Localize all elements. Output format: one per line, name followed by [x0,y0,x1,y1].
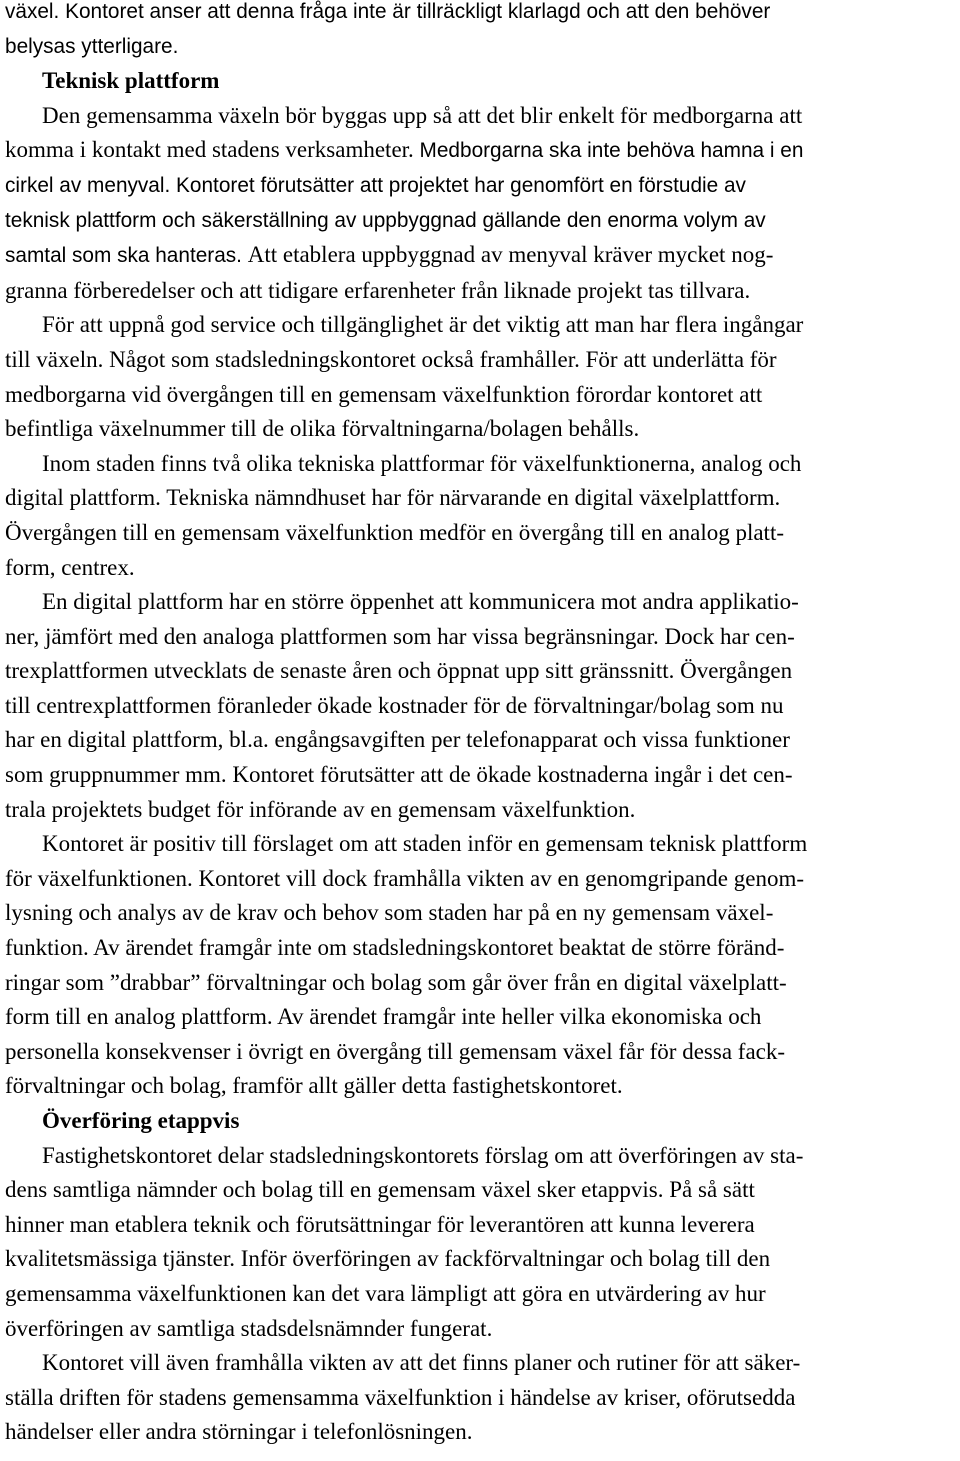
text-line-content: Teknisk plattform [42,68,220,94]
text-line [5,1312,950,1347]
text-line-content: befintliga växelnummer till de olika förvaltningarna/bolagen behålls. [5,416,640,442]
text-line [5,133,950,169]
text-line-content: trala projektets budget för införande av en gemensam växelfunktion. [5,796,636,822]
text-line-content: har en digital plattform, bl.a. engångsavgiften per telefonapparat och vissa funktioner [5,727,790,753]
text-line [5,343,950,378]
text-line [5,931,950,966]
text-line-suffix: Medborgarna ska inte behöva hamna i en [419,139,804,163]
text-line [5,1069,950,1104]
text-line [5,793,950,828]
text-line-content: kvalitetsmässiga tjänster. Inför överföringen av fackförvaltningar och bolag till den [5,1246,771,1272]
text-line-content: dens samtliga nämnder och bolag till en gemensam växel sker etappvis. På så sätt [5,1177,755,1203]
text-line [5,204,950,239]
text-line [5,966,950,1001]
text-line-content: komma i kontakt med stadens verksamheter. [5,137,420,163]
text-line-content: ner, jämfört med den analoga plattformen som har vissa begränsningar. Dock har cen- [5,623,795,649]
text-line [5,654,950,689]
text-line-content: ställa driften för stadens gemensamma växelfunktion i händelse av kriser, oförutsedda [5,1384,796,1410]
text-line [5,481,950,516]
text-line [5,862,950,897]
text-line-suffix: Att etablera uppbyggnad av menyval kräver mycket nog- [247,242,774,268]
text-line-content: Fastighetskontoret delar stadsledningskontorets förslag om att överföringen av sta- [42,1142,804,1168]
text-line-content: Inom staden finns två olika tekniska plattformar för växelfunktionerna, analog och [42,450,802,476]
text-line-content: överföringen av samtliga stadsdelsnämnder fungerat. [5,1315,493,1341]
text-line-content: händelser eller andra störningar i telefonlösningen. [5,1419,473,1445]
text-line [5,585,950,620]
text-line [5,1242,950,1277]
text-line [5,412,950,447]
text-line [5,0,950,30]
text-line [5,169,950,204]
text-line [5,1277,950,1312]
text-line [5,99,950,134]
text-line-content: funktion. Av ärendet framgår inte om stadsledningskontoret beaktat de större föränd- [5,935,785,961]
text-line [5,447,950,482]
text-line-content: Kontoret vill även framhålla vikten av att det finns planer och rutiner för att säker- [42,1350,801,1376]
text-line-content: samtal som ska hanteras. [5,244,248,268]
text-line-content: För att uppnå god service och tillgänglighet är det viktig att man har flera ingångar [42,312,804,338]
text-line [5,896,950,931]
text-line-content: Kontoret är positiv till förslaget om att staden inför en gemensam teknisk plattform [42,831,808,857]
text-line-content: form, centrex. [5,554,135,580]
text-line-content: växel. Kontoret anser att denna fråga inte är tillräckligt klarlagd och att den behöver [5,0,771,23]
document-body [5,0,950,1450]
text-line [5,723,950,758]
text-line-content: granna förberedelser och att tidigare erfarenheter från liknade projekt tas tillvara. [5,277,751,303]
text-line-content: belysas ytterligare. [5,34,179,58]
text-line-content: Överföring etappvis [42,1108,240,1133]
text-line [5,1139,950,1174]
text-line-content: teknisk plattform och säkerställning av uppbyggnad gällande den enorma volym av [5,208,766,232]
text-line-content: Den gemensamma växeln bör byggas upp så att det blir enkelt för medborgarna att [42,102,803,128]
text-line [5,274,950,309]
section-heading [5,64,950,99]
text-line [5,1381,950,1416]
text-line-content: medborgarna vid övergången till en gemensam växelfunktion förordar kontoret att [5,381,763,407]
text-line [5,1035,950,1070]
text-line [5,378,950,413]
text-line [5,1415,950,1450]
text-line [5,516,950,551]
text-line-content: En digital plattform har en större öppenhet att kommunicera mot andra applikatio- [42,589,799,615]
text-line-content: till växeln. Något som stadsledningskontoret också framhåller. För att underlätta för [5,346,777,372]
text-line [5,689,950,724]
text-line-content: till centrexplattformen föranleder ökade kostnader för de förvaltningar/bolag som nu [5,692,784,718]
text-line [5,551,950,586]
text-line [5,827,950,862]
text-line-content: gemensamma växelfunktionen kan det vara lämpligt att göra en utvärdering av hur [5,1280,766,1306]
text-line-content: form till en analog plattform. Av ärendet framgår inte heller vilka ekonomiska och [5,1004,762,1030]
text-line [5,758,950,793]
text-line-content: förvaltningar och bolag, framför allt gäller detta fastighetskontoret. [5,1073,623,1099]
text-line [5,1000,950,1035]
text-line [5,1208,950,1243]
text-line-content: som gruppnummer mm. Kontoret förutsätter att de ökade kostnaderna ingår i det cen- [5,762,793,788]
text-line-content: hinner man etablera teknik och förutsättningar för leverantören att kunna leverera [5,1211,755,1237]
text-line-content: Övergången till en gemensam växelfunktion medför en övergång till en analog platt- [5,519,785,545]
text-line-content: digital plattform. Tekniska nämndhuset har för närvarande en digital växelplattform. [5,485,781,511]
text-line-content: ringar som ”drabbar” förvaltningar och bolag som går över från en digital växelplatt- [5,969,787,995]
text-line [5,30,950,65]
text-line-content: för växelfunktionen. Kontoret vill dock framhålla vikten av en genomgripande genom- [5,865,805,891]
section-heading [5,1104,950,1139]
text-line-content: lysning och analys av de krav och behov som staden har på en ny gemensam växel- [5,900,774,926]
text-line [5,1346,950,1381]
text-line-content: trexplattformen utvecklats de senaste åren och öppnat upp sitt gränssnitt. Övergången [5,658,793,684]
text-line [5,308,950,343]
text-line [5,1173,950,1208]
text-line [5,238,950,274]
text-line [5,620,950,655]
text-line-content: personella konsekvenser i övrigt en övergång till gemensam växel får för dessa fack- [5,1038,786,1064]
text-line-content: cirkel av menyval. Kontoret förutsätter att projektet har genomfört en förstudie av [5,173,746,197]
